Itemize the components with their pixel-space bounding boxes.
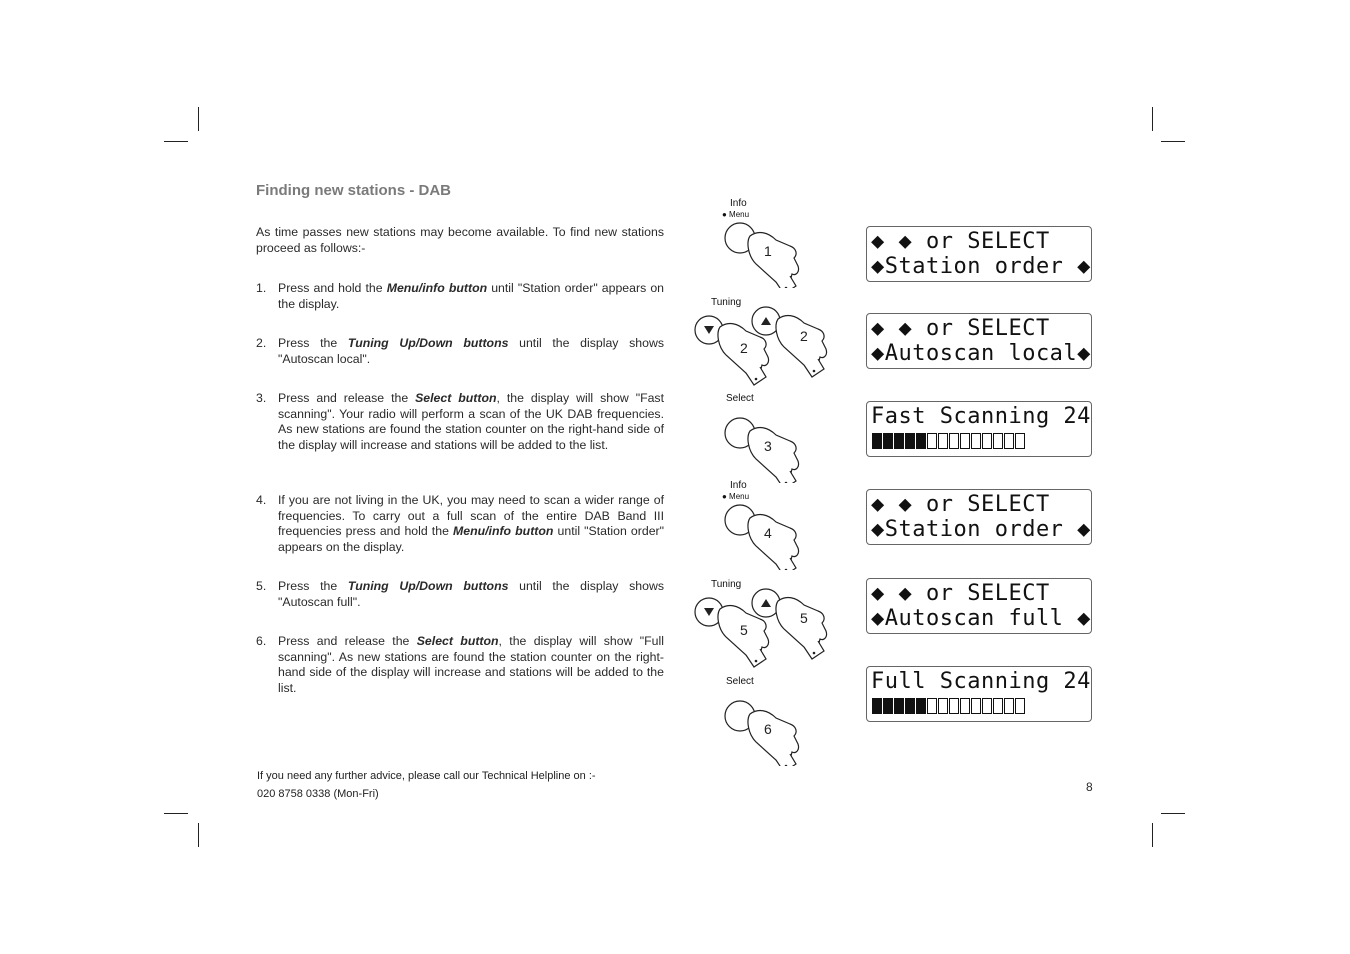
tuning-label: Tuning [711, 297, 742, 308]
crop-mark [164, 813, 188, 814]
crop-mark [1152, 823, 1153, 847]
scan-progress-bar [872, 698, 1025, 714]
button-label: Select [726, 393, 754, 404]
button-illustration [690, 198, 850, 288]
instruction-step [256, 336, 664, 367]
progress-segment [949, 698, 959, 714]
progress-segment [1015, 433, 1025, 449]
page-title: Finding new stations - DAB [256, 182, 451, 199]
progress-segment [927, 433, 937, 449]
hand-press-icon [690, 480, 850, 570]
button-illustration [690, 393, 850, 483]
progress-segment [905, 433, 915, 449]
svg-text:2: 2 [740, 340, 748, 356]
lcd-line-2: ◆Station order ◆ [871, 254, 1091, 279]
lcd-line-2: ◆Autoscan full ◆ [871, 606, 1091, 631]
crop-mark [198, 107, 199, 131]
step-number: 4. [256, 493, 267, 507]
crop-mark [164, 141, 188, 142]
progress-segment [894, 698, 904, 714]
lcd-line-1: ◆ ◆ or SELECT [871, 229, 1050, 254]
step-number: 6. [256, 634, 267, 648]
page-number: 8 [1086, 780, 1093, 794]
progress-segment [938, 433, 948, 449]
progress-segment [949, 433, 959, 449]
crop-mark [1161, 141, 1185, 142]
helpline-number: 020 8758 0338 (Mon-Fri) [257, 788, 379, 800]
button-illustration [690, 480, 850, 570]
crop-mark [1152, 107, 1153, 131]
progress-segment [982, 698, 992, 714]
lcd-line-1: ◆ ◆ or SELECT [871, 316, 1050, 341]
step-number: 5. [256, 579, 267, 593]
intro-paragraph: As time passes new stations may become available. To find new stations proceed as follows:- [256, 225, 664, 255]
progress-segment [982, 433, 992, 449]
progress-segment [938, 698, 948, 714]
svg-text:5: 5 [800, 610, 808, 626]
hand-press-icon [690, 393, 850, 483]
lcd-display [866, 226, 1092, 282]
progress-segment [960, 433, 970, 449]
step-text: If you are not living in the UK, you may need to scan a wider range of frequencies. To carry out a full scan of the entire DAB Band III frequencies press and hold the Menu/info button until "Station order" appears on the display. [278, 493, 665, 554]
lcd-line-1: Full Scanning 24 [871, 669, 1091, 694]
progress-segment [971, 433, 981, 449]
lcd-display [866, 313, 1092, 369]
lcd-display [866, 489, 1092, 545]
step-text: Press and release the Select button, the display will show "Fast scanning". Your radio will perform a scan of the UK DAB frequencies. As new stations are found the station counter on the right-hand side of the display will increase and stations will be added to the list. [278, 391, 664, 452]
step-number: 1. [256, 281, 267, 295]
progress-segment [971, 698, 981, 714]
lcd-line-2: ◆Autoscan local◆ [871, 341, 1091, 366]
progress-segment [993, 433, 1003, 449]
lcd-display [866, 666, 1092, 722]
progress-segment [1015, 698, 1025, 714]
lcd-line-2: ◆Station order ◆ [871, 517, 1091, 542]
progress-segment [927, 698, 937, 714]
progress-segment [905, 698, 915, 714]
tuning-buttons-illustration [690, 579, 850, 669]
lcd-display [866, 401, 1092, 457]
progress-segment [872, 698, 882, 714]
instruction-step [256, 493, 664, 555]
progress-segment [916, 698, 926, 714]
instruction-step [256, 634, 664, 696]
svg-text:2: 2 [800, 328, 808, 344]
tuning-label: Tuning [711, 579, 742, 590]
step-text: Press the Tuning Up/Down buttons until the display shows "Autoscan full". [278, 579, 664, 609]
menu-sublabel: ● Menu [722, 492, 750, 501]
progress-segment [1004, 698, 1014, 714]
progress-segment [1004, 433, 1014, 449]
svg-text:3: 3 [764, 438, 772, 454]
step-text: Press and hold the Menu/info button until "Station order" appears on the display. [278, 281, 665, 311]
progress-segment [883, 433, 893, 449]
hand-press-icon [690, 579, 850, 669]
progress-segment [894, 433, 904, 449]
tuning-buttons-illustration [690, 297, 850, 387]
step-number: 2. [256, 336, 267, 350]
instruction-step [256, 579, 664, 610]
hand-press-icon [690, 676, 850, 766]
crop-mark [198, 823, 199, 847]
button-label: Info [730, 480, 747, 491]
menu-sublabel: ● Menu [722, 210, 750, 219]
scan-progress-bar [872, 433, 1025, 449]
lcd-line-1: Fast Scanning 24 [871, 404, 1091, 429]
button-label: Info [730, 198, 747, 209]
button-illustration [690, 676, 850, 766]
hand-press-icon [690, 297, 850, 387]
progress-segment [872, 433, 882, 449]
svg-text:6: 6 [764, 721, 772, 737]
helpline-text: If you need any further advice, please call our Technical Helpline on :- [257, 770, 596, 782]
crop-mark [1161, 813, 1185, 814]
instruction-step [256, 391, 664, 453]
progress-segment [883, 698, 893, 714]
svg-text:1: 1 [764, 243, 772, 259]
instruction-step [256, 281, 664, 312]
lcd-line-1: ◆ ◆ or SELECT [871, 492, 1050, 517]
svg-text:5: 5 [740, 622, 748, 638]
progress-segment [916, 433, 926, 449]
progress-segment [960, 698, 970, 714]
button-label: Select [726, 676, 754, 687]
step-text: Press the Tuning Up/Down buttons until the display shows "Autoscan local". [278, 336, 664, 366]
lcd-line-1: ◆ ◆ or SELECT [871, 581, 1050, 606]
lcd-display [866, 578, 1092, 634]
svg-text:4: 4 [764, 525, 772, 541]
step-text: Press and release the Select button, the display will show "Full scanning". As new stations are found the station counter on the right-hand side of the display will increase and stations will be added to the list. [278, 634, 664, 695]
progress-segment [993, 698, 1003, 714]
hand-press-icon [690, 198, 850, 288]
step-number: 3. [256, 391, 267, 405]
